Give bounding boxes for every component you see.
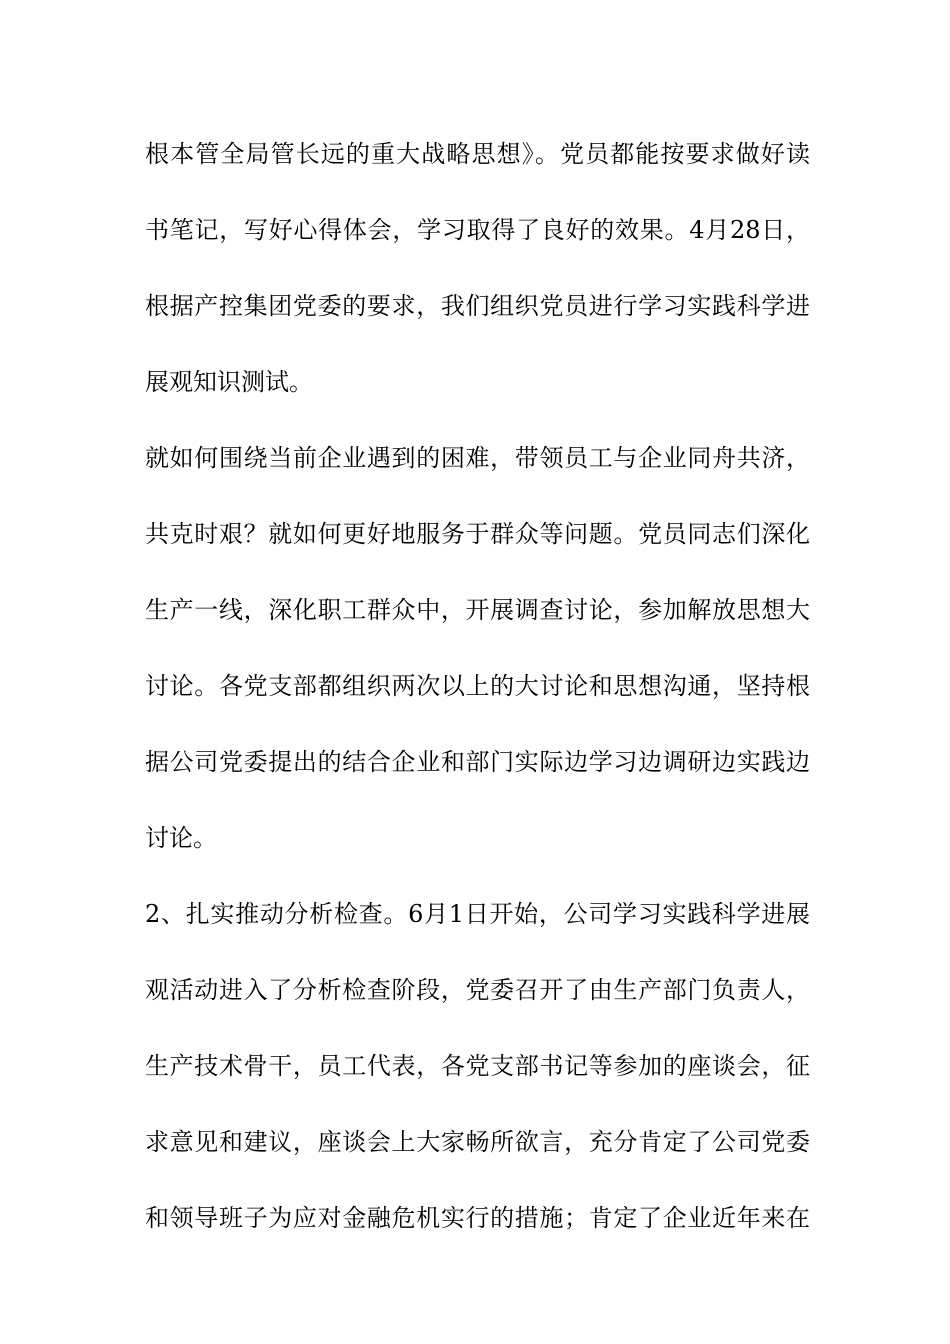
text-line: 据公司党委提出的结合企业和部门实际边学习边调研边实践边	[145, 748, 810, 776]
text-line: 观活动进入了分析检查阶段，党委召开了由生产部门负责人，	[145, 976, 810, 1004]
text-line: 生产一线，深化职工群众中，开展调查讨论，参加解放思想大	[145, 596, 810, 624]
body-text	[145, 128, 810, 1268]
text-line: 共克时艰？就如何更好地服务于群众等问题。党员同志们深化	[145, 520, 810, 548]
text-line: 讨论。	[145, 824, 217, 852]
text-line: 根据产控集团党委的要求，我们组织党员进行学习实践科学进	[145, 292, 810, 320]
text-line: 求意见和建议，座谈会上大家畅所欲言，充分肯定了公司党委	[145, 1128, 810, 1156]
text-line: 根本管全局管长远的重大战略思想》。党员都能按要求做好读	[145, 140, 810, 168]
text-line: 2、扎实推动分析检查。6月1日开始，公司学习实践科学进展	[145, 900, 810, 928]
text-line: 书笔记，写好心得体会，学习取得了良好的效果。4月28日，	[145, 216, 810, 244]
text-line: 就如何围绕当前企业遇到的困难，带领员工与企业同舟共济，	[145, 444, 810, 472]
text-line: 和领导班子为应对金融危机实行的措施；肯定了企业近年来在	[145, 1204, 810, 1232]
text-line: 讨论。各党支部都组织两次以上的大讨论和思想沟通，坚持根	[145, 672, 810, 700]
text-line: 展观知识测试。	[145, 368, 313, 396]
text-line: 生产技术骨干，员工代表，各党支部书记等参加的座谈会，征	[145, 1052, 810, 1080]
